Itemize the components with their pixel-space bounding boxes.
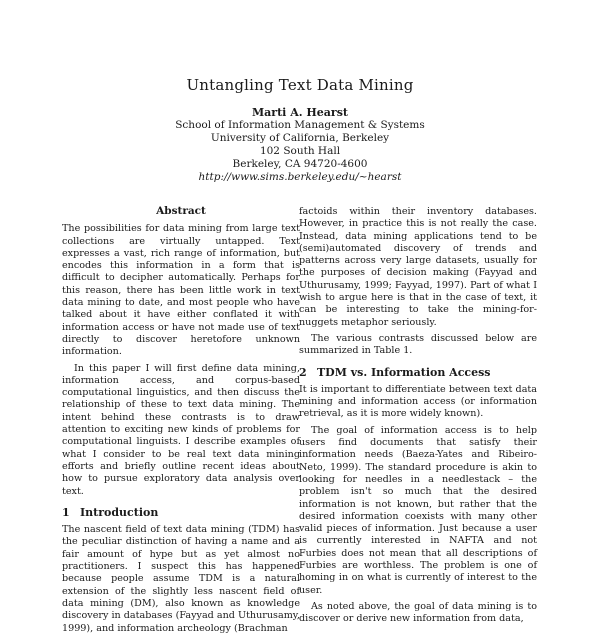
section-2-paragraph-3: As noted above, the goal of data mining is to discover or derive new information from data, (299, 600, 537, 625)
section-1-number: 1 (62, 505, 70, 519)
left-column (62, 205, 300, 639)
paper-title: Untangling Text Data Mining (186, 76, 414, 94)
section-2-paragraph-1: It is important to differentiate between text data mining and information access (or information retrieval, as it is more widely known). (299, 383, 537, 420)
abstract-paragraph-1: The possibilities for data mining from large text collections are virtually untapped. Text expresses a vast, rich range of information, but encodes this information in a form that is difficult to decipher automatically. Perhaps for this reason, there has been little work in text data mining to date, and most people who have talked about it have either conflated it with information access or have not made use of text directly to discover heretofore unknown information. (62, 223, 300, 358)
right-column (299, 206, 537, 630)
address-line-2: Berkeley, CA 94720-4600 (232, 158, 368, 170)
title-block (0, 76, 600, 184)
section-2-paragraph-2: The goal of information access is to help users find documents that satisfy their information needs (Baeza-Yates and Ribeiro-Neto, 1999). The standard procedure is akin to looking for needles in a needlestack – the problem isn't so much that the desired information is not known, but rather that the desired information coexists with many other valid pieces of information. Just because a user is currently interested in NAFTA and not Furbies does not mean that all descriptions of Furbies are worthless. The problem is one of homing in on what is currently of interest to the user. (299, 424, 537, 596)
section-2-title: TDM vs. Information Access (317, 365, 491, 379)
affiliation-line-1: School of Information Management & Systems (175, 119, 425, 131)
section-2-heading (299, 367, 537, 379)
abstract-heading: Abstract (156, 205, 206, 217)
section-1-paragraph-1: The nascent field of text data mining (TDM) has the peculiar distinction of having a name and a fair amount of hype but as yet almost no practitioners. I suspect this has happened because people assume TDM is a natural extension of the slightly less nascent field of data mining (DM), also known as knowledge discovery in databases (Fayyad and Uthurusamy, 1999), and information archeology (Brachman (62, 524, 300, 634)
address-line-1: 102 South Hall (259, 145, 341, 157)
author-name: Marti A. Hearst (252, 106, 348, 119)
right-paragraph-2: The various contrasts discussed below are summarized in Table 1. (299, 332, 537, 357)
section-1-heading (62, 507, 300, 519)
section-1-title: Introduction (80, 505, 159, 519)
right-paragraph-1: factoids within their inventory databases. However, in practice this is not really the case. Instead, data mining applications tend to be (semi)automated discovery of trends and patterns across very large datasets, usually for the purposes of decision making (Fayyad and Uthurusamy, 1999; Fayyad, 1997). Part of what I wish to argue here is that in the case of text, it can be interesting to take the mining-for-nuggets metaphor seriously. (299, 206, 537, 328)
affiliation-line-2: University of California, Berkeley (210, 132, 390, 144)
author-url: http://www.sims.berkeley.edu/~hearst (198, 171, 402, 183)
section-2-number: 2 (299, 365, 307, 379)
abstract-paragraph-2: In this paper I will first define data mining, information access, and corpus-based computational linguistics, and then discuss the relationship of these to text data mining. The intent behind these contrasts is to draw attention to exciting new kinds of problems for computational linguists. I describe examples of what I consider to be real text data mining efforts and briefly outline recent ideas about how to pursue exploratory data analysis over text. (62, 362, 300, 497)
